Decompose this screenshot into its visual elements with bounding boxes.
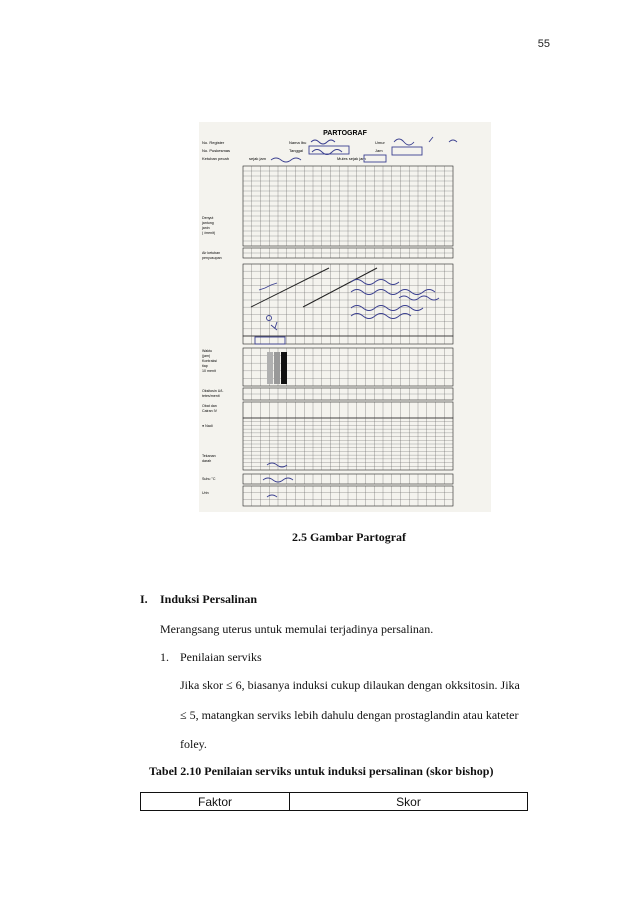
- label-waktu-2: (jam): [202, 354, 211, 358]
- list-item-heading: [160, 650, 262, 664]
- label-ketuban-pecah: Ketuban pecah: [202, 156, 229, 161]
- label-kontraksi-3: 10 menit: [202, 369, 216, 373]
- section-intro: Merangsang uterus untuk memulai terjadinya persalinan.: [160, 622, 434, 636]
- label-obat: Obat dan: [202, 404, 217, 408]
- table-header-row: [141, 793, 528, 811]
- label-kontraksi: Kontraksi: [202, 359, 217, 363]
- label-denyut-3: janin: [202, 226, 210, 230]
- label-oksitosin-2: tetes/menit: [202, 394, 220, 398]
- table-title: Tabel 2.10 Penilaian serviks untuk induksi persalinan (skor bishop): [149, 764, 494, 778]
- label-mules-sejak-jam: Mules sejak jam: [337, 156, 366, 161]
- figure-caption: 2.5 Gambar Partograf: [291, 530, 407, 544]
- label-obat-2: Cairan IV: [202, 409, 217, 413]
- label-nadi: ● Nadi: [202, 424, 213, 428]
- label-air-ketuban: Air ketuban: [202, 251, 221, 255]
- label-denyut-2: jantung: [202, 221, 214, 225]
- section-number: I.: [140, 592, 148, 606]
- label-waktu: Waktu: [202, 349, 213, 353]
- page-number: 55: [537, 38, 550, 50]
- label-umur: Umur: [375, 140, 385, 145]
- label-sejak-jam: sejak jam: [249, 156, 266, 161]
- partograf-title: PARTOGRAF: [323, 130, 367, 137]
- label-suhu: Suhu °C: [202, 477, 216, 481]
- bishop-score-table: [140, 792, 528, 811]
- list-item-title: Penilaian serviks: [180, 650, 262, 664]
- label-denyut-4: ( /menit): [202, 231, 216, 235]
- partograf-photo: [199, 122, 491, 512]
- list-item-line-1: Jika skor ≤ 6, biasanya induksi cukup dilaukan dengan okksitosin. Jika: [180, 678, 520, 692]
- table-header-skor: Skor: [290, 793, 528, 811]
- section-heading: [140, 592, 257, 607]
- contraction-marks: [267, 352, 287, 384]
- label-tekanan: Tekanan: [202, 454, 216, 458]
- list-item-number: 1.: [160, 650, 169, 664]
- label-air-ketuban-2: penyusupan: [202, 256, 222, 260]
- label-denyut: Denyut: [202, 216, 214, 220]
- label-nama-ibu: Nama Ibu: [289, 140, 307, 145]
- label-tekanan-2: darah: [202, 459, 212, 463]
- label-jam: Jam: [375, 148, 383, 153]
- partograf-form: [199, 122, 491, 512]
- label-no-puskesmas: No. Puskesmas: [202, 148, 231, 153]
- label-tanggal: Tanggal: [289, 148, 304, 153]
- list-item-line-2: ≤ 5, matangkan serviks lebih dahulu dengan prostaglandin atau kateter: [180, 708, 519, 722]
- section-title: Induksi Persalinan: [160, 592, 258, 606]
- label-kontraksi-2: tiap: [202, 364, 208, 368]
- table-header-faktor: Faktor: [141, 793, 290, 811]
- label-urin: Urin: [202, 491, 209, 495]
- list-item-line-3: foley.: [180, 737, 207, 751]
- label-no-register: No. Register: [202, 140, 225, 145]
- label-oksitosin: Oksitosin U/L: [202, 389, 224, 393]
